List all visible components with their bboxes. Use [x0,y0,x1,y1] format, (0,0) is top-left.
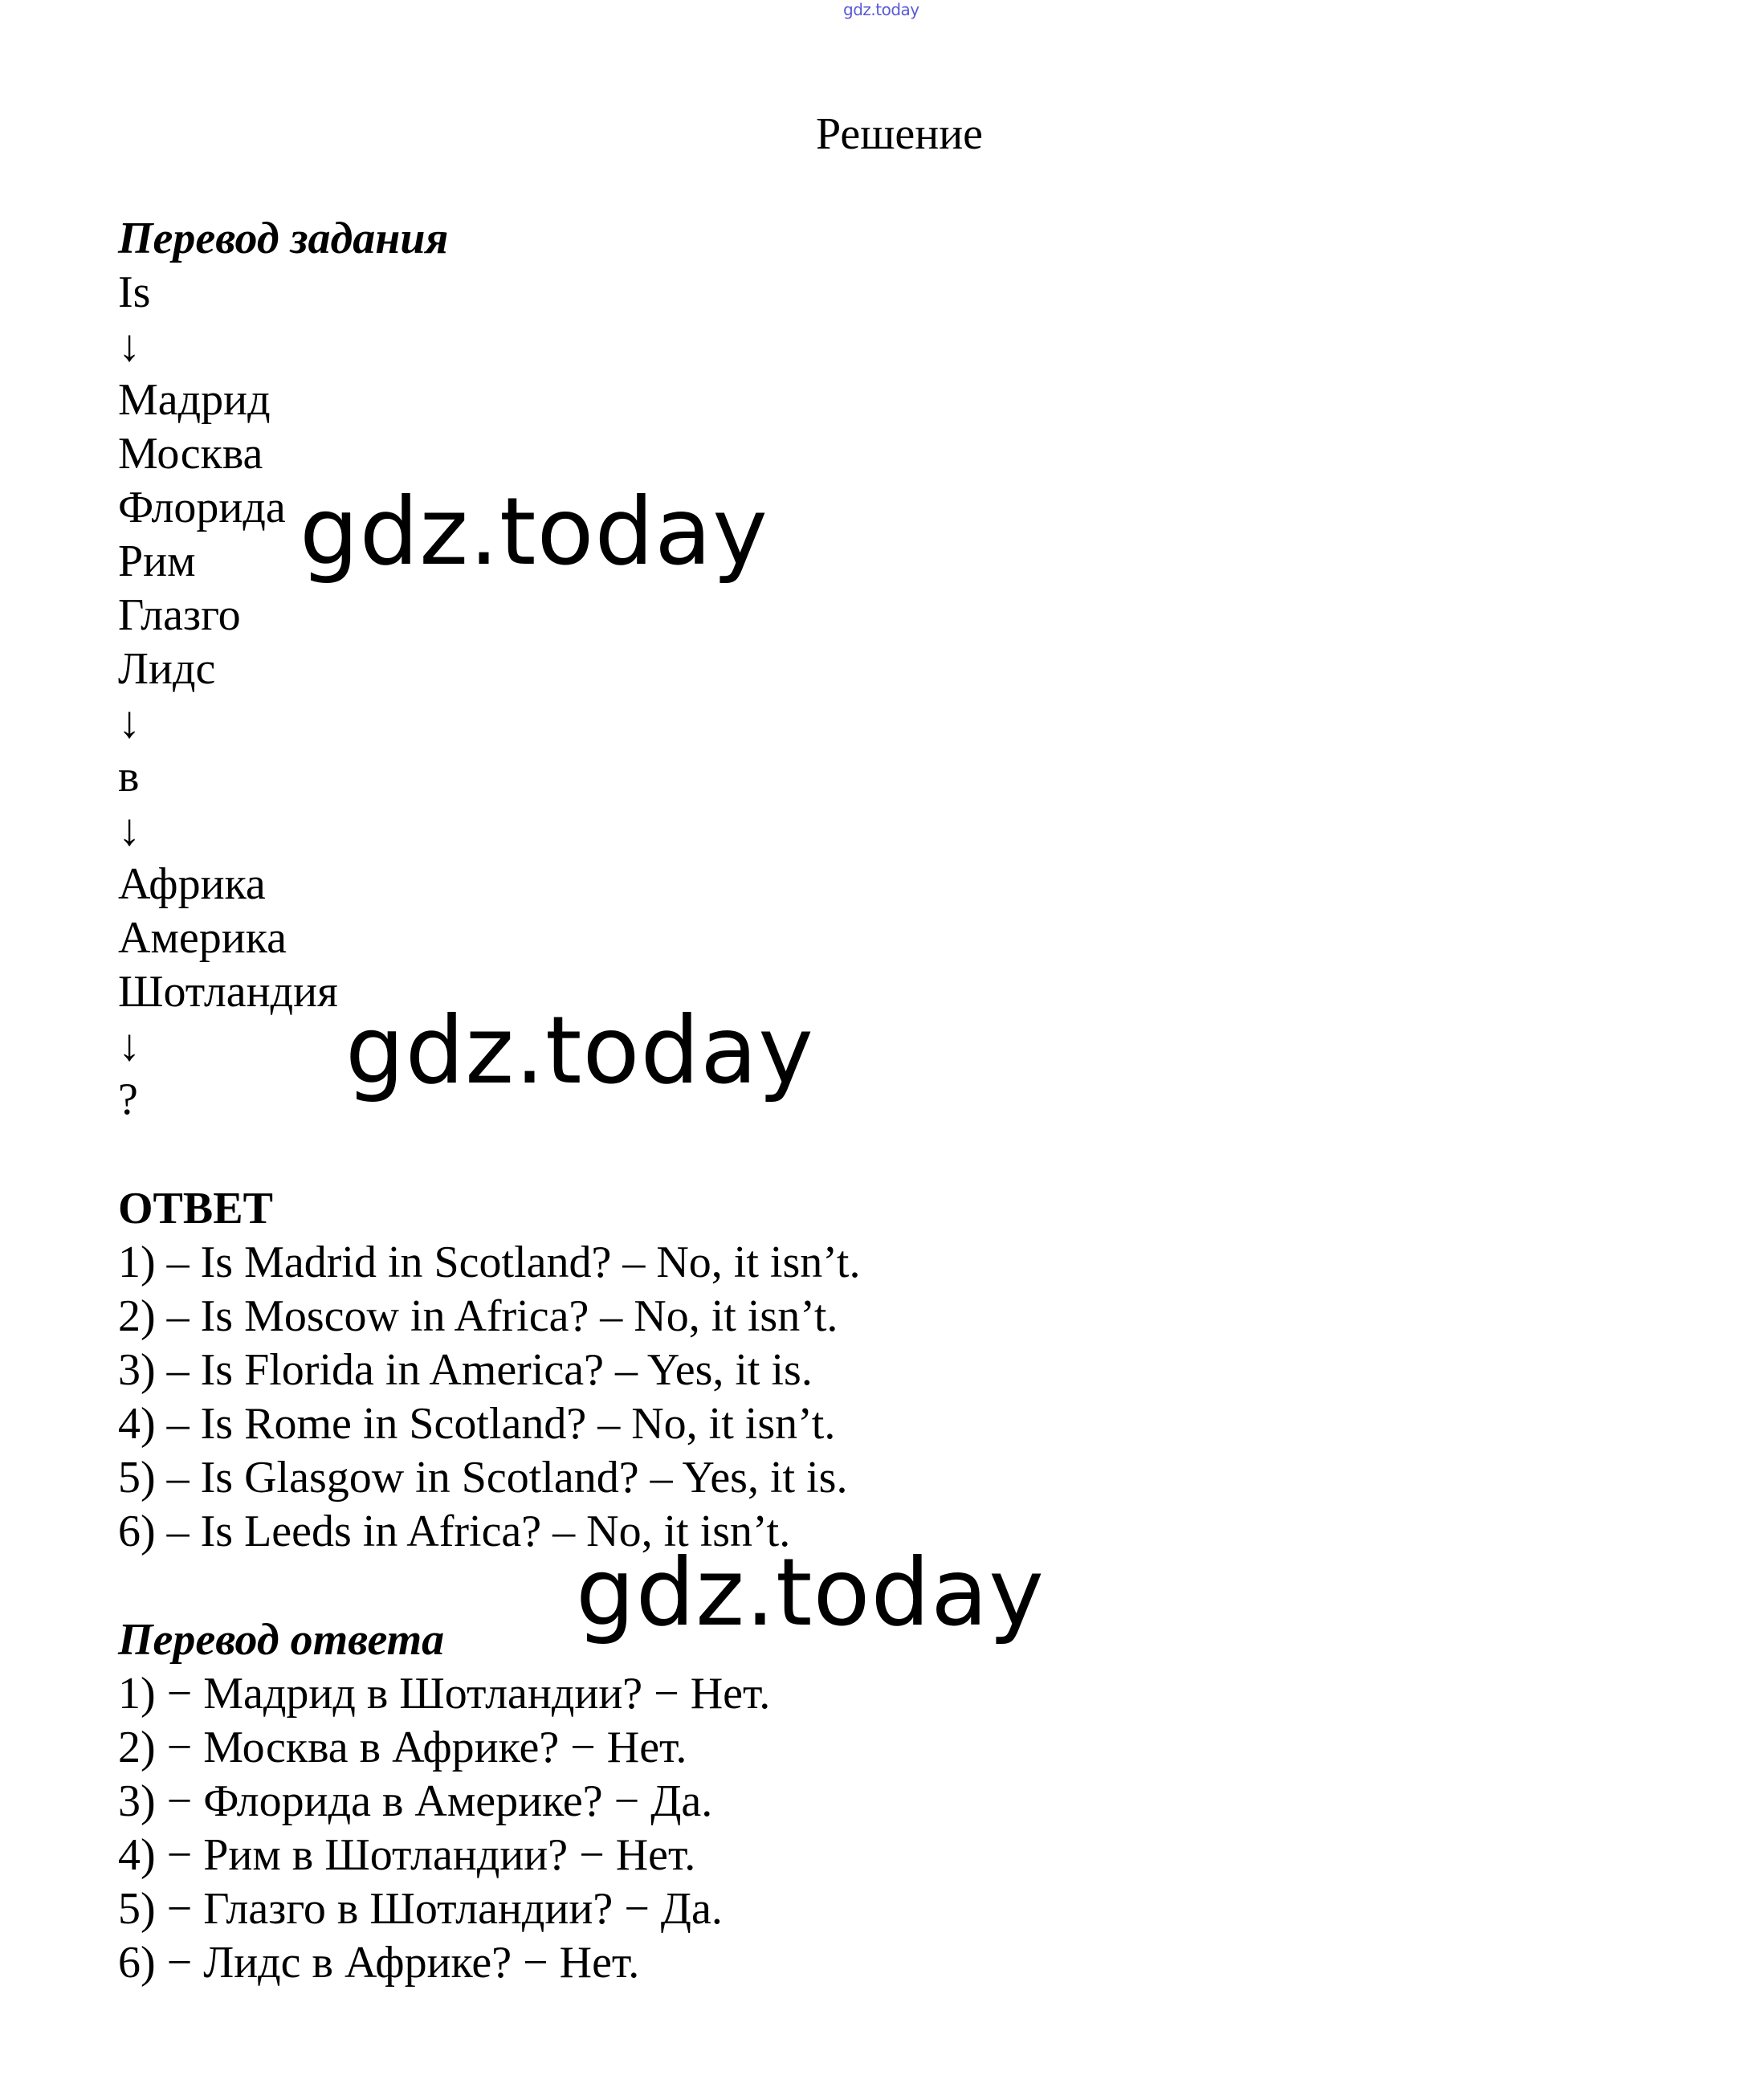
answer-translation-line: 6) − Лидс в Африке? − Нет. [118,1938,640,1988]
answer-translation-line: 5) − Глазго в Шотландии? − Да. [118,1884,723,1934]
task-line: ↓ [118,805,141,855]
task-line: Глазго [118,590,241,640]
task-line: Москва [118,429,263,479]
answer-line: 2) – Is Moscow in Africa? – No, it isn’t. [118,1291,838,1341]
answer-heading: ОТВЕТ [118,1184,273,1233]
answer-line: 6) – Is Leeds in Africa? – No, it isn’t. [118,1507,791,1556]
watermark: gdz.today [576,1539,1045,1647]
task-line: ↓ [118,321,141,371]
task-line: ? [118,1074,138,1124]
task-line: Мадрид [118,375,271,425]
task-line: Рим [118,536,196,586]
answer-translation-line: 4) − Рим в Шотландии? − Нет. [118,1830,696,1880]
task-line: ↓ [118,698,141,748]
task-line: Is [118,267,151,317]
top-watermark: gdz.today [843,0,919,19]
task-line: Африка [118,859,266,909]
answer-translation-line: 2) − Москва в Африке? − Нет. [118,1723,687,1772]
answer-line: 1) – Is Madrid in Scotland? – No, it isn’t. [118,1238,861,1287]
answer-translation-line: 3) − Флорида в Америке? − Да. [118,1776,713,1826]
answer-translation-line: 1) − Мадрид в Шотландии? − Нет. [118,1669,771,1719]
answer-section [118,1182,860,1559]
task-line: Шотландия [118,967,338,1017]
page-title: Решение [815,109,984,159]
watermark: gdz.today [345,997,814,1105]
task-line: Лидс [118,644,216,694]
answer-line: 5) – Is Glasgow in Scotland? – Yes, it is. [118,1453,848,1503]
task-line: в [118,752,140,801]
answer-translation-section [118,1613,770,1990]
watermark: gdz.today [300,478,768,586]
answer-translation-heading: Перевод ответа [118,1615,445,1665]
task-line: ↓ [118,1021,141,1070]
answer-line: 3) – Is Florida in America? – Yes, it is. [118,1345,813,1395]
task-translation-section [118,212,448,1127]
answer-line: 4) – Is Rome in Scotland? – No, it isn’t. [118,1399,836,1449]
task-translation-heading: Перевод задания [118,214,449,263]
task-line: Америка [118,913,287,963]
task-line: Флорида [118,483,286,532]
